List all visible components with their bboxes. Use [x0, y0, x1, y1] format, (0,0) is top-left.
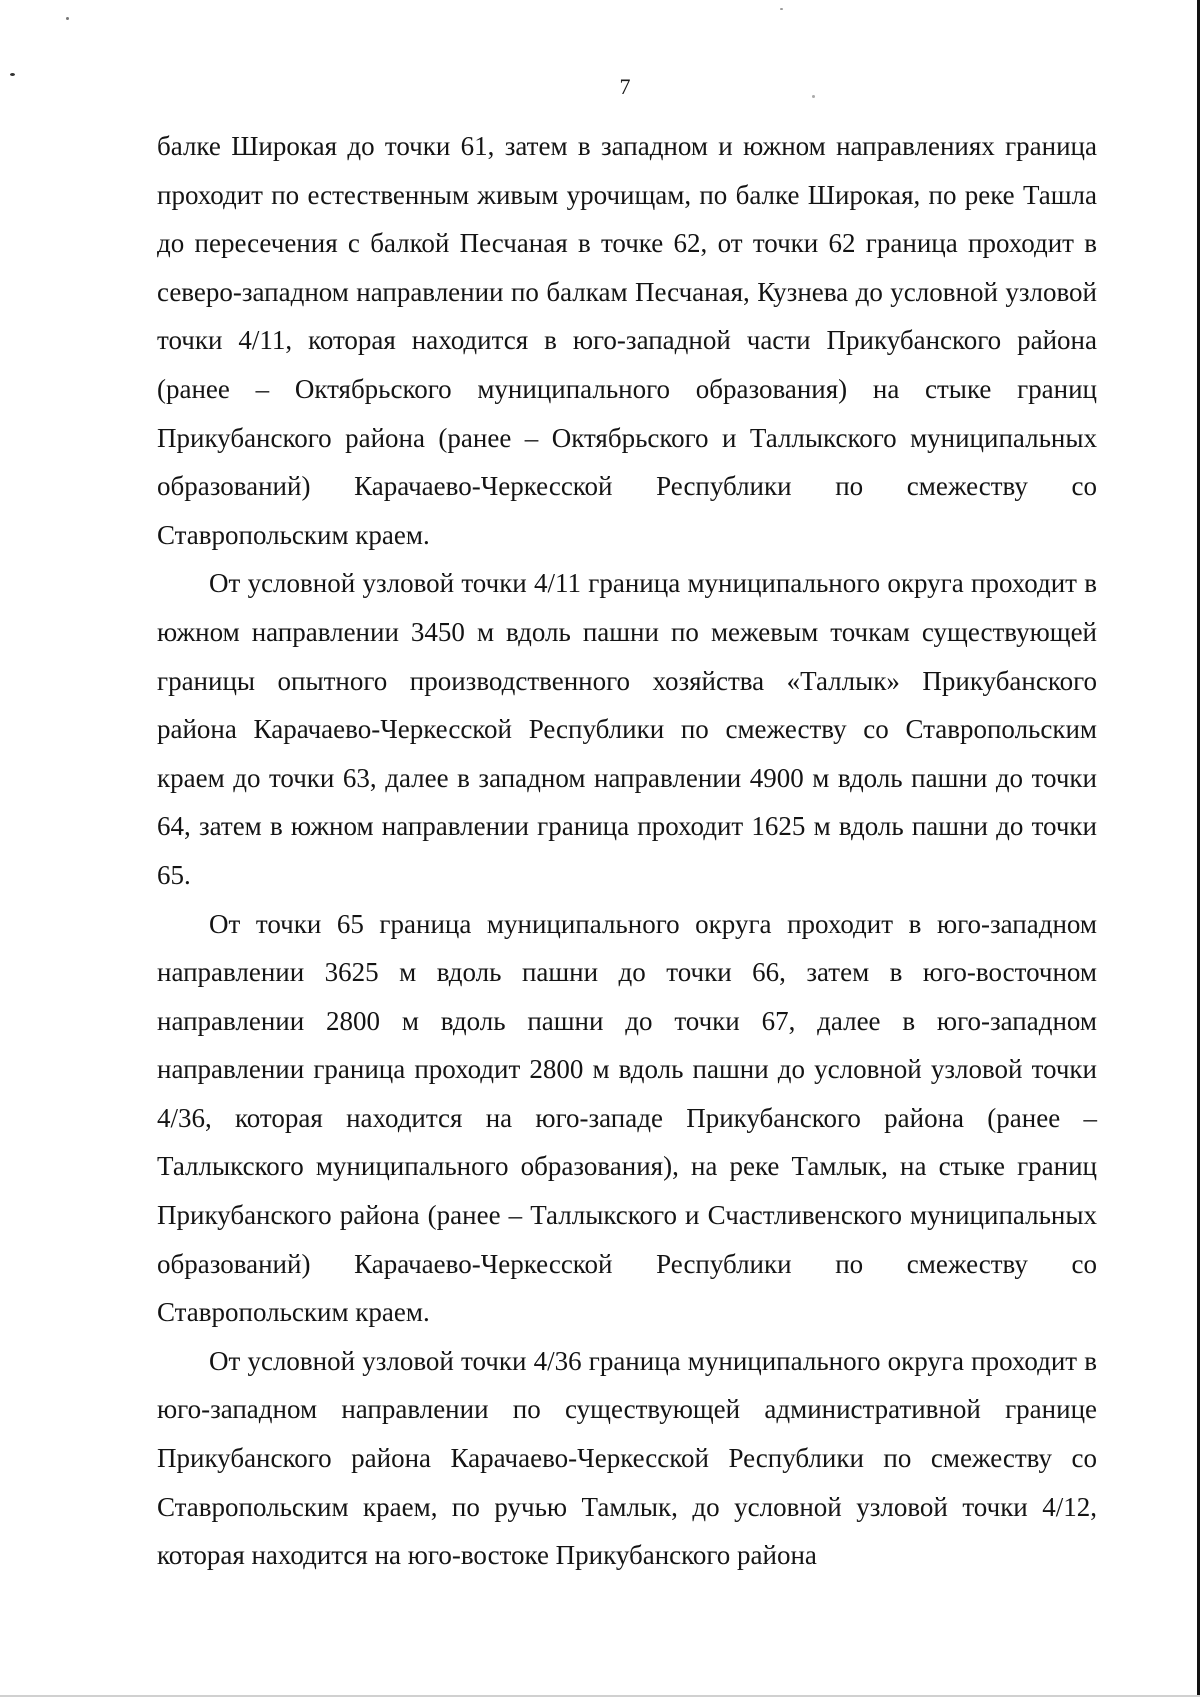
page-number: 7: [619, 74, 631, 99]
scan-speck: [66, 17, 69, 20]
body-text: [157, 122, 1097, 1580]
scan-speck: [780, 8, 783, 10]
paragraph: От условной узловой точки 4/11 граница муниципального округа проходит в южном направлении 3450 м вдоль пашни по межевым точкам существующей границы опытного производственного хозяйства «Таллык» Прикубанского района Карачаево-Черкесской Республики по смежеству со Ставропольским краем до точки 63, далее в западном направлении 4900 м вдоль пашни до точки 64, затем в южном направлении граница проходит 1625 м вдоль пашни до точки 65.: [157, 568, 1097, 890]
paragraph: От условной узловой точки 4/36 граница муниципального округа проходит в юго-западном направлении по существующей административной границе Прикубанского района Карачаево-Черкесской Республики по смежеству со Ставропольским краем, по ручью Тамлык, до условной узловой точки 4/12, которая находится на юго-востоке Прикубанского района: [157, 1345, 1097, 1571]
paragraph: От точки 65 граница муниципального округа проходит в юго-западном направлении 3625 м вдоль пашни до точки 66, затем в юго-восточном направлении 2800 м вдоль пашни до точки 67, далее в юго-западном направлении граница проходит 2800 м вдоль пашни до условной узловой точки 4/36, которая находится на юго-западе Прикубанского района (ранее – Таллыкского муниципального образования), на реке Тамлык, на стыке границ Прикубанского района (ранее – Таллыкского и Счастливенского муниципальных образований) Карачаево-Черкесской Республики по смежеству со Ставропольским краем.: [157, 908, 1097, 1328]
paragraph: балке Широкая до точки 61, затем в западном и южном направлениях граница проходит по естественным живым урочищам, по балке Широкая, по реке Ташла до пересечения с балкой Песчаная в точке 62, от точки 62 граница проходит в северо-западном направлении по балкам Песчаная, Кузнева до условной узловой точки 4/11, которая находится в юго-западной части Прикубанского района (ранее – Октябрьского муниципального образования) на стыке границ Прикубанского района (ранее – Октябрьского и Таллыкского муниципальных образований) Карачаево-Черкесской Республики по смежеству со Ставропольским краем.: [157, 131, 1097, 550]
